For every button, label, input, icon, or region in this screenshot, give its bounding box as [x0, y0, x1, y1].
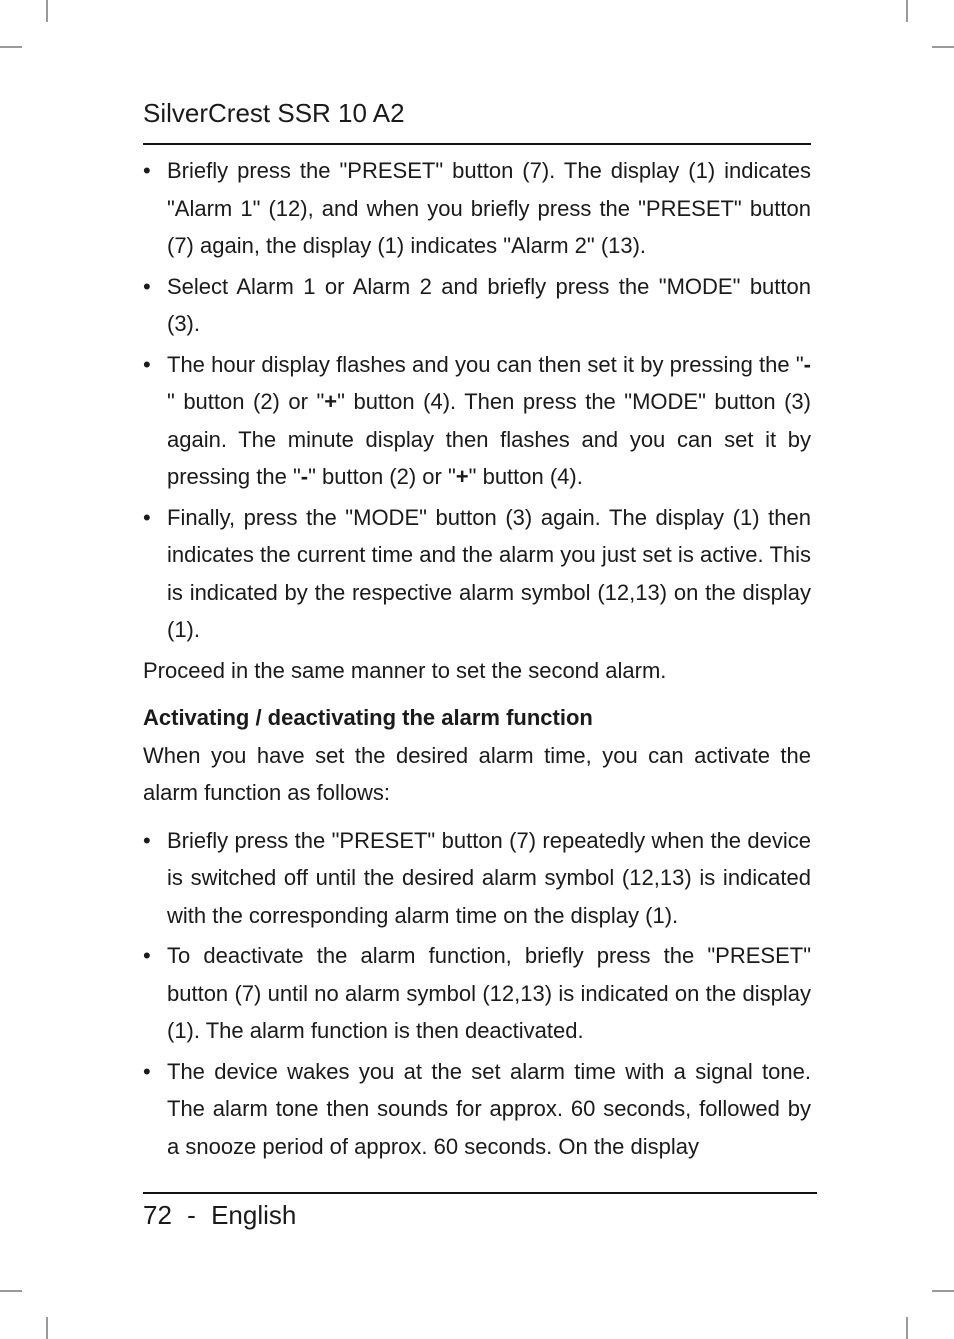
list-item-text: To deactivate the alarm function, briefly press the "PRESET" button (7) until no alarm symbol (12,13) is indicated on the display (1). The alarm function is then deactivated.: [167, 943, 811, 1043]
plus-symbol: +: [455, 464, 469, 489]
page-header-title: SilverCrest SSR 10 A2: [143, 98, 405, 128]
crop-mark: [906, 1317, 908, 1339]
section-heading: Activating / deactivating the alarm function: [143, 705, 593, 730]
crop-mark: [932, 46, 954, 48]
list-item-text: Select Alarm 1 or Alarm 2 and briefly press the "MODE" button (3).: [167, 273, 811, 336]
bullet-icon: •: [143, 158, 151, 183]
text-run: " button (4).: [468, 464, 583, 489]
body-paragraph: When you have set the desired alarm time, you can activate the alarm function as follows:: [143, 742, 811, 805]
minus-symbol: -: [300, 464, 309, 489]
list-item: [143, 822, 811, 935]
text-run: The hour display flashes and you can then set it by pressing the ": [167, 351, 804, 377]
footer-language: English: [211, 1200, 297, 1230]
body-paragraph: Proceed in the same manner to set the second alarm.: [143, 657, 667, 683]
crop-mark: [906, 0, 908, 22]
header-divider: [143, 143, 811, 145]
bullet-icon: •: [143, 351, 151, 377]
list-item-text: [167, 352, 811, 490]
list-item: [143, 152, 811, 265]
crop-mark: [0, 1290, 22, 1292]
footer-divider: [143, 1192, 817, 1194]
list-item-text: Briefly press the "PRESET" button (7). The display (1) indicates "Alarm 1" (12), and when you briefly press the "PRESET" button (7) again, the display (1) indicates "Alarm 2" (13).: [167, 158, 811, 258]
bullet-icon: •: [143, 1058, 151, 1084]
crop-mark: [46, 1317, 48, 1339]
list-item: [143, 1053, 811, 1166]
list-item: [143, 937, 811, 1050]
text-run: " button (2) or ": [167, 389, 325, 414]
footer-separator: -: [187, 1200, 196, 1230]
list-item: [143, 499, 811, 649]
page-number: 72: [143, 1200, 172, 1230]
text-run: " button (2) or ": [308, 464, 456, 489]
page-content: [143, 152, 811, 1168]
crop-mark: [0, 46, 22, 48]
page-footer: [143, 1200, 296, 1231]
bullet-icon: •: [143, 504, 151, 530]
text-run: " button (4). Then press the "MODE" button (3) again. The minute display then flashes and you can set it by pressing the ": [167, 389, 811, 489]
list-item-text: The device wakes you at the set alarm time with a signal tone. The alarm tone then sounds for approx. 60 seconds, followed by a snooze period of approx. 60 seconds. On the display: [167, 1058, 811, 1159]
crop-mark: [932, 1290, 954, 1292]
list-item: [143, 346, 811, 496]
bullet-icon: •: [143, 827, 151, 853]
list-item-text: Briefly press the "PRESET" button (7) repeatedly when the device is switched off until the desired alarm symbol (12,13) is indicated with the corresponding alarm time on the display (1).: [167, 827, 811, 928]
list-item-text: Finally, press the "MODE" button (3) again. The display (1) then indicates the current time and the alarm you just set is active. This is indicated by the respective alarm symbol (12,13) on the display (1).: [167, 504, 811, 642]
plus-symbol: +: [324, 389, 338, 414]
minus-symbol: -: [803, 351, 811, 377]
bullet-icon: •: [143, 273, 151, 299]
list-item: [143, 268, 811, 343]
crop-mark: [46, 0, 48, 22]
bullet-icon: •: [143, 943, 151, 968]
